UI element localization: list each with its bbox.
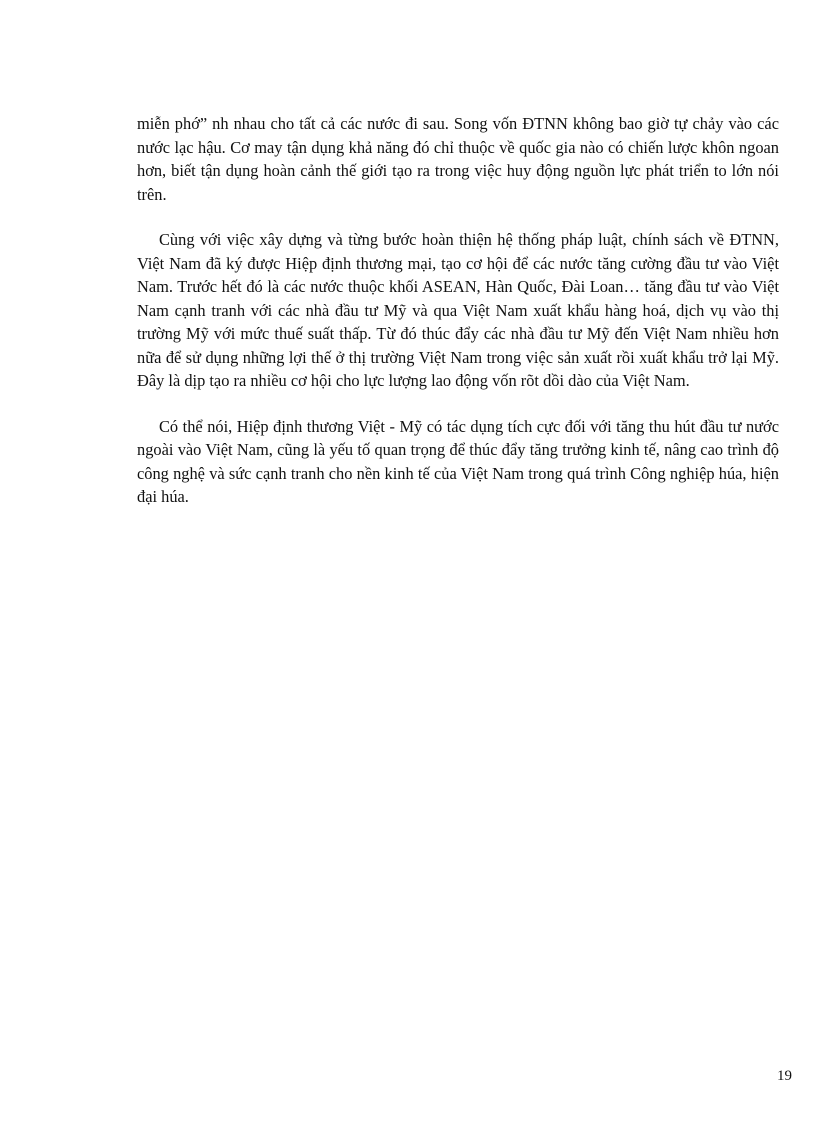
- paragraph-1: miễn phớ” nh nhau cho tất cả các nước đi sau. Song vốn ĐTNN không bao giờ tự chảy vào các nước lạc hậu. Cơ may tận dụng khả năng đó chỉ thuộc về quốc gia nào có chiến lược khôn ngoan hơn, biết tận dụng hoàn cảnh thế giới tạo ra trong việc huy động nguồn lực phát triển to lớn nói trên.: [137, 114, 779, 204]
- page-number: 19: [777, 1068, 792, 1084]
- paragraph-3: Có thể nói, Hiệp định thương Việt - Mỹ có tác dụng tích cực đối với tăng thu hút đầu tư nước ngoài vào Việt Nam, cũng là yếu tố quan trọng để thúc đẩy tăng trưởng kinh tế, nâng cao trình độ công nghệ và sức cạnh tranh cho nền kinh tế của Việt Nam trong quá trình Công nghiệp húa, hiện đại húa.: [137, 416, 779, 506]
- body-text: [137, 112, 779, 531]
- paragraph-2: Cùng với việc xây dựng và từng bước hoàn thiện hệ thống pháp luật, chính sách về ĐTNN, Việt Nam đã ký được Hiệp định thương mại, tạo cơ hội để các nước tăng cường đầu tư vào Việt Nam. Trước hết đó là các nước thuộc khối ASEAN, Hàn Quốc, Đài Loan… tăng đầu tư vào Việt Nam cạnh tranh với các nhà đầu tư Mỹ và qua Việt Nam xuất khẩu hàng hoá, dịch vụ vào thị trường Mỹ với mức thuế suất thấp. Từ đó thúc đẩy các nhà đầu tư Mỹ đến Việt Nam nhiều hơn nữa để sử dụng những lợi thế ở thị trường Việt Nam trong việc sản xuất rồi xuất khẩu trở lại Mỹ. Đây là dịp tạo ra nhiều cơ hội cho lực lượng lao động vốn rõt dồi dào của Việt Nam.: [137, 230, 779, 390]
